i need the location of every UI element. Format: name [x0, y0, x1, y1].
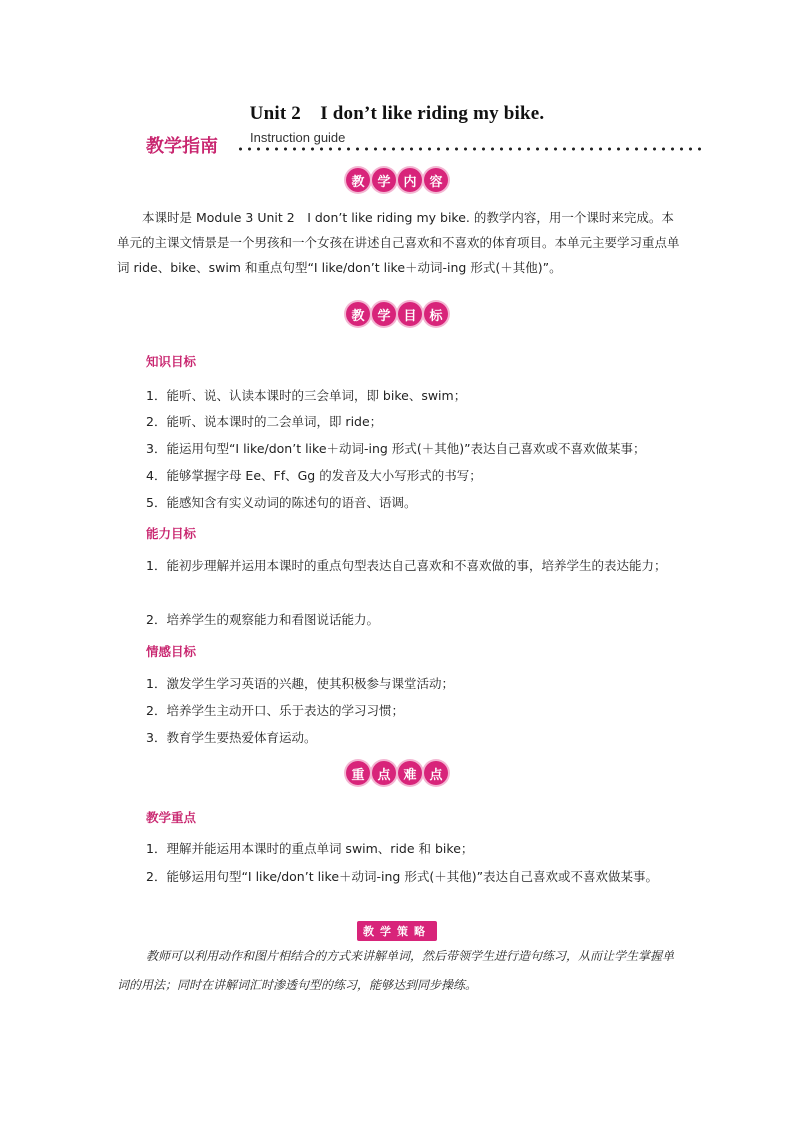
- list-item: 2．能够运用句型“I like/don’t like＋动词-ing 形式(＋其他)”表达自己喜欢或不喜欢做某事。: [146, 869, 659, 884]
- badge-char: 学: [372, 302, 396, 326]
- dotted-divider: [236, 147, 706, 151]
- knowledge-goals-heading: 知识目标: [146, 354, 197, 369]
- badge-char: 教: [346, 168, 370, 192]
- list-item: 4．能够掌握字母 Ee、Ff、Gg 的发音及大小写形式的书写；: [146, 468, 482, 483]
- badge-char: 教: [346, 302, 370, 326]
- guide-en-label: Instruction guide: [250, 130, 346, 145]
- list-item: 3．教育学生要热爱体育运动。: [146, 730, 317, 745]
- list-item: 2．能听、说本课时的二会单词，即 ride；: [146, 414, 383, 429]
- guide-cn-label: 教学指南: [146, 136, 218, 157]
- emotion-goals-heading: 情感目标: [146, 644, 197, 659]
- badge-char: 难: [398, 761, 422, 785]
- section-badge-keypoints: [0, 761, 794, 791]
- badge-char: 容: [424, 168, 448, 192]
- list-item: 3．能运用句型“I like/don’t like＋动词-ing 形式(＋其他)”表达自己喜欢或不喜欢做某事；: [146, 441, 646, 456]
- list-item: 5．能感知含有实义动词的陈述句的语音、语调。: [146, 495, 417, 510]
- section-badge-goals: [0, 302, 794, 332]
- list-item: 2．培养学生的观察能力和看图说话能力。: [146, 612, 379, 627]
- badge-char: 重: [346, 761, 370, 785]
- strategy-paragraph: 教师可以利用动作和图片相结合的方式来讲解单词，然后带领学生进行造句练习，从而让学生掌握单词的用法；同时在讲解词汇时渗透句型的练习，能够达到同步操练。: [117, 949, 675, 992]
- badge-char: 标: [424, 302, 448, 326]
- strategy-badge-label: 教学策略: [357, 921, 437, 941]
- list-item: 1．能听、说、认读本课时的三会单词，即 bike、swim；: [146, 388, 467, 403]
- badge-char: 学: [372, 168, 396, 192]
- badge-char: 点: [424, 761, 448, 785]
- page-title: Unit 2 I don’t like riding my bike.: [249, 103, 545, 124]
- instruction-guide-header: [146, 130, 706, 156]
- list-item: 1．激发学生学习英语的兴趣，使其积极参与课堂活动；: [146, 676, 454, 691]
- strategy-badge: [0, 921, 794, 941]
- content-paragraph: 本课时是 Module 3 Unit 2 I don’t like riding my bike. 的教学内容，用一个课时来完成。本单元的主课文情景是一个男孩和一个女孩在讲述自己喜欢和不喜欢的体育项目。本单元主要学习重点单词 ride、bike、swim 和重点句型“I like/don’t like＋动词-ing 形式(＋其他)”。: [117, 210, 680, 275]
- ability-goals-heading: 能力目标: [146, 526, 197, 541]
- list-item: 2．培养学生主动开口、乐于表达的学习习惯；: [146, 703, 404, 718]
- list-item: 1．能初步理解并运用本课时的重点句型表达自己喜欢和不喜欢做的事，培养学生的表达能力；: [146, 558, 667, 573]
- badge-char: 内: [398, 168, 422, 192]
- teaching-key-heading: 教学重点: [146, 810, 197, 825]
- list-item: 1．理解并能运用本课时的重点单词 swim、ride 和 bike；: [146, 841, 474, 856]
- section-badge-content: [0, 168, 794, 198]
- badge-char: 点: [372, 761, 396, 785]
- badge-char: 目: [398, 302, 422, 326]
